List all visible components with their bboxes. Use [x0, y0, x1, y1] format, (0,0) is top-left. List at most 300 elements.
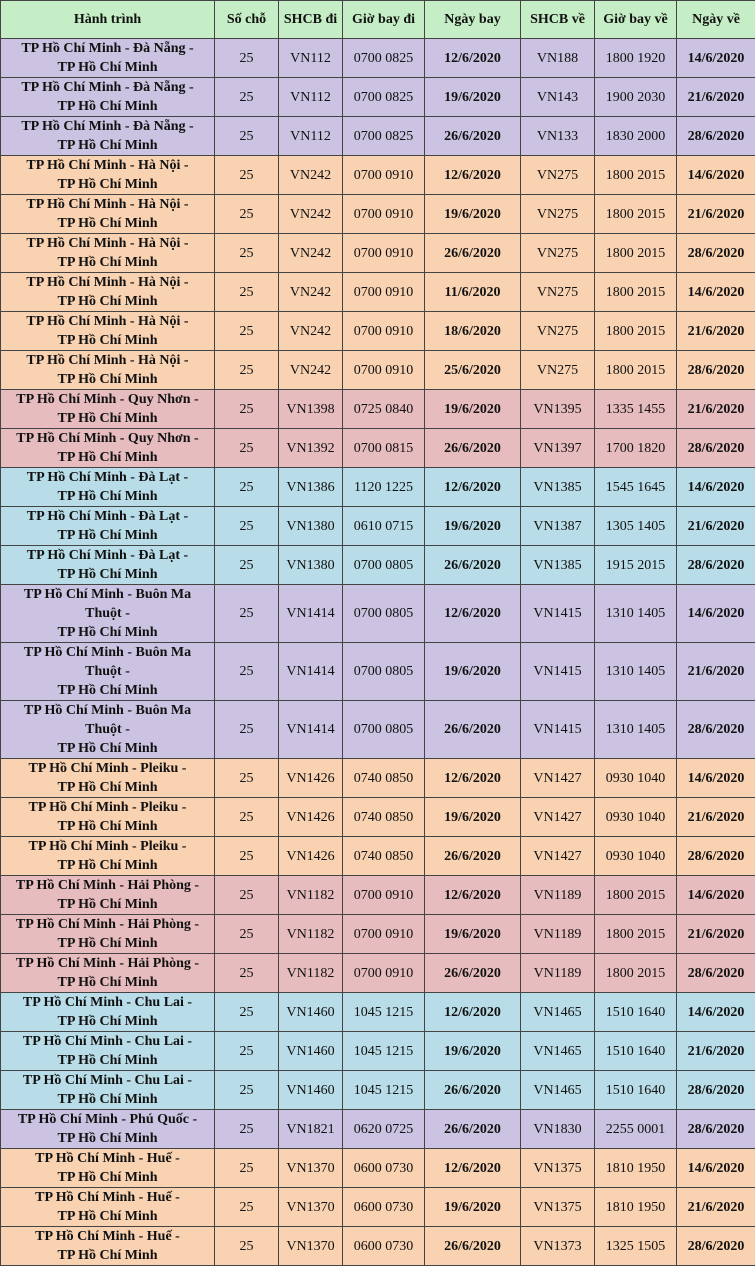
route-line: TP Hồ Chí Minh - Pleiku -	[29, 761, 187, 776]
ret-date-cell: 28/6/2020	[677, 701, 755, 759]
table-row	[1, 1188, 755, 1227]
ret-flight-cell: VN1189	[521, 954, 595, 993]
ret-date-cell: 21/6/2020	[677, 312, 755, 351]
out-time-cell: 1120 1225	[343, 468, 425, 507]
out-flight-cell: VN242	[279, 312, 343, 351]
seats-cell: 25	[215, 701, 279, 759]
ret-flight-cell: VN275	[521, 195, 595, 234]
out-flight-cell: VN1182	[279, 915, 343, 954]
out-flight-cell: VN1414	[279, 643, 343, 701]
route-cell	[1, 759, 215, 798]
ret-flight-cell: VN1427	[521, 798, 595, 837]
seats-cell: 25	[215, 837, 279, 876]
ret-time-cell: 1335 1455	[595, 390, 677, 429]
route-cell	[1, 1149, 215, 1188]
seats-cell: 25	[215, 39, 279, 78]
out-date-cell: 12/6/2020	[425, 759, 521, 798]
out-date-cell: 26/6/2020	[425, 1071, 521, 1110]
ret-time-cell: 1545 1645	[595, 468, 677, 507]
route-line: TP Hồ Chí Minh - Chu Lai -	[23, 1073, 192, 1088]
out-flight-cell: VN1392	[279, 429, 343, 468]
table-row	[1, 701, 755, 759]
route-line: TP Hồ Chí Minh - Đà Nẵng -	[21, 80, 193, 95]
out-time-cell: 1045 1215	[343, 993, 425, 1032]
out-date-cell: 25/6/2020	[425, 351, 521, 390]
ret-time-cell: 1800 2015	[595, 351, 677, 390]
out-flight-cell: VN1380	[279, 507, 343, 546]
ret-time-cell: 1800 2015	[595, 954, 677, 993]
out-flight-cell: VN242	[279, 156, 343, 195]
ret-time-cell: 1915 2015	[595, 546, 677, 585]
table-row	[1, 1227, 755, 1266]
out-flight-cell: VN1426	[279, 759, 343, 798]
table-row	[1, 1149, 755, 1188]
route-line: TP Hồ Chí Minh - Hà Nội -	[26, 314, 188, 329]
ret-date-cell: 21/6/2020	[677, 798, 755, 837]
out-date-cell: 19/6/2020	[425, 1188, 521, 1227]
ret-flight-cell: VN1189	[521, 876, 595, 915]
ret-flight-cell: VN1465	[521, 993, 595, 1032]
route-line: TP Hồ Chí Minh	[58, 1248, 158, 1263]
out-time-cell: 0700 0910	[343, 915, 425, 954]
out-date-cell: 26/6/2020	[425, 546, 521, 585]
route-line: TP Hồ Chí Minh - Huế -	[35, 1229, 180, 1244]
header-route: Hành trình	[1, 1, 215, 39]
out-flight-cell: VN112	[279, 117, 343, 156]
seats-cell: 25	[215, 312, 279, 351]
out-time-cell: 1045 1215	[343, 1032, 425, 1071]
route-line: TP Hồ Chí Minh	[58, 489, 158, 504]
route-line: TP Hồ Chí Minh - Phú Quốc -	[18, 1112, 197, 1127]
seats-cell: 25	[215, 585, 279, 643]
out-flight-cell: VN1821	[279, 1110, 343, 1149]
header-out-date: Ngày bay	[425, 1, 521, 39]
route-cell	[1, 507, 215, 546]
table-row	[1, 234, 755, 273]
out-time-cell: 0600 0730	[343, 1149, 425, 1188]
ret-flight-cell: VN1427	[521, 837, 595, 876]
ret-flight-cell: VN143	[521, 78, 595, 117]
out-flight-cell: VN242	[279, 234, 343, 273]
ret-date-cell: 28/6/2020	[677, 954, 755, 993]
table-row	[1, 876, 755, 915]
ret-flight-cell: VN1397	[521, 429, 595, 468]
out-flight-cell: VN1182	[279, 954, 343, 993]
ret-date-cell: 28/6/2020	[677, 1227, 755, 1266]
out-date-cell: 19/6/2020	[425, 78, 521, 117]
ret-date-cell: 14/6/2020	[677, 1149, 755, 1188]
out-date-cell: 19/6/2020	[425, 643, 521, 701]
route-cell	[1, 351, 215, 390]
ret-date-cell: 28/6/2020	[677, 546, 755, 585]
route-line: TP Hồ Chí Minh	[58, 1053, 158, 1068]
ret-flight-cell: VN1189	[521, 915, 595, 954]
ret-flight-cell: VN275	[521, 273, 595, 312]
seats-cell: 25	[215, 1227, 279, 1266]
ret-time-cell: 1510 1640	[595, 993, 677, 1032]
route-line: TP Hồ Chí Minh	[58, 1014, 158, 1029]
out-date-cell: 12/6/2020	[425, 39, 521, 78]
seats-cell: 25	[215, 1071, 279, 1110]
seats-cell: 25	[215, 1110, 279, 1149]
route-cell	[1, 312, 215, 351]
table-row	[1, 78, 755, 117]
seats-cell: 25	[215, 759, 279, 798]
header-seats: Số chỗ	[215, 1, 279, 39]
out-time-cell: 0700 0825	[343, 39, 425, 78]
ret-time-cell: 1800 2015	[595, 876, 677, 915]
seats-cell: 25	[215, 351, 279, 390]
out-date-cell: 19/6/2020	[425, 1032, 521, 1071]
table-row	[1, 954, 755, 993]
seats-cell: 25	[215, 390, 279, 429]
seats-cell: 25	[215, 156, 279, 195]
route-line: TP Hồ Chí Minh	[58, 372, 158, 387]
out-time-cell: 0610 0715	[343, 507, 425, 546]
route-line: TP Hồ Chí Minh - Hà Nội -	[26, 236, 188, 251]
out-date-cell: 12/6/2020	[425, 993, 521, 1032]
ret-time-cell: 1900 2030	[595, 78, 677, 117]
table-row	[1, 1071, 755, 1110]
ret-time-cell: 0930 1040	[595, 837, 677, 876]
out-flight-cell: VN1380	[279, 546, 343, 585]
route-line: TP Hồ Chí Minh - Huế -	[35, 1190, 180, 1205]
ret-time-cell: 1510 1640	[595, 1032, 677, 1071]
route-cell	[1, 643, 215, 701]
route-line: TP Hồ Chí Minh	[58, 567, 158, 582]
out-date-cell: 11/6/2020	[425, 273, 521, 312]
route-line: TP Hồ Chí Minh	[58, 177, 158, 192]
seats-cell: 25	[215, 954, 279, 993]
out-flight-cell: VN1426	[279, 798, 343, 837]
table-row	[1, 1110, 755, 1149]
route-line: TP Hồ Chí Minh - Hải Phòng -	[16, 956, 199, 971]
table-row	[1, 468, 755, 507]
ret-date-cell: 21/6/2020	[677, 1188, 755, 1227]
route-line: TP Hồ Chí Minh - Hà Nội -	[26, 275, 188, 290]
ret-time-cell: 2255 0001	[595, 1110, 677, 1149]
ret-time-cell: 1810 1950	[595, 1149, 677, 1188]
out-date-cell: 26/6/2020	[425, 429, 521, 468]
route-cell	[1, 876, 215, 915]
seats-cell: 25	[215, 915, 279, 954]
out-date-cell: 26/6/2020	[425, 954, 521, 993]
out-time-cell: 0700 0805	[343, 585, 425, 643]
ret-time-cell: 1800 2015	[595, 312, 677, 351]
ret-time-cell: 1830 2000	[595, 117, 677, 156]
route-cell	[1, 390, 215, 429]
table-row	[1, 117, 755, 156]
table-row	[1, 1032, 755, 1071]
out-date-cell: 12/6/2020	[425, 1149, 521, 1188]
ret-date-cell: 14/6/2020	[677, 156, 755, 195]
ret-time-cell: 1510 1640	[595, 1071, 677, 1110]
ret-flight-cell: VN1465	[521, 1032, 595, 1071]
route-cell	[1, 234, 215, 273]
ret-flight-cell: VN275	[521, 351, 595, 390]
route-cell	[1, 1032, 215, 1071]
ret-flight-cell: VN1415	[521, 643, 595, 701]
route-cell	[1, 837, 215, 876]
out-date-cell: 26/6/2020	[425, 701, 521, 759]
ret-date-cell: 21/6/2020	[677, 507, 755, 546]
ret-date-cell: 28/6/2020	[677, 117, 755, 156]
out-date-cell: 26/6/2020	[425, 117, 521, 156]
route-cell	[1, 798, 215, 837]
ret-time-cell: 0930 1040	[595, 759, 677, 798]
route-line: TP Hồ Chí Minh - Buôn Ma	[24, 703, 191, 718]
table-row	[1, 312, 755, 351]
out-date-cell: 26/6/2020	[425, 837, 521, 876]
route-line: TP Hồ Chí Minh - Quy Nhơn -	[16, 431, 198, 446]
ret-date-cell: 14/6/2020	[677, 39, 755, 78]
table-row	[1, 273, 755, 312]
out-flight-cell: VN1426	[279, 837, 343, 876]
route-line: TP Hồ Chí Minh - Pleiku -	[29, 839, 187, 854]
route-cell	[1, 1110, 215, 1149]
out-date-cell: 12/6/2020	[425, 468, 521, 507]
out-time-cell: 0700 0805	[343, 643, 425, 701]
table-row	[1, 507, 755, 546]
seats-cell: 25	[215, 429, 279, 468]
out-date-cell: 12/6/2020	[425, 156, 521, 195]
route-line: TP Hồ Chí Minh	[58, 255, 158, 270]
out-time-cell: 0700 0910	[343, 876, 425, 915]
route-line: TP Hồ Chí Minh	[58, 333, 158, 348]
out-time-cell: 0725 0840	[343, 390, 425, 429]
ret-date-cell: 21/6/2020	[677, 643, 755, 701]
out-time-cell: 0700 0805	[343, 701, 425, 759]
route-cell	[1, 117, 215, 156]
ret-flight-cell: VN275	[521, 312, 595, 351]
route-line: Thuột -	[85, 606, 130, 621]
route-line: TP Hồ Chí Minh - Hà Nội -	[26, 197, 188, 212]
out-time-cell: 0700 0910	[343, 312, 425, 351]
ret-flight-cell: VN1385	[521, 468, 595, 507]
out-time-cell: 0700 0910	[343, 195, 425, 234]
route-cell	[1, 468, 215, 507]
route-line: Thuột -	[85, 722, 130, 737]
route-line: TP Hồ Chí Minh	[58, 216, 158, 231]
route-line: TP Hồ Chí Minh - Đà Lạt -	[27, 548, 188, 563]
route-line: TP Hồ Chí Minh	[58, 99, 158, 114]
ret-time-cell: 1800 2015	[595, 234, 677, 273]
seats-cell: 25	[215, 643, 279, 701]
ret-date-cell: 21/6/2020	[677, 1032, 755, 1071]
seats-cell: 25	[215, 993, 279, 1032]
out-flight-cell: VN242	[279, 273, 343, 312]
route-line: TP Hồ Chí Minh	[58, 858, 158, 873]
header-ret-time: Giờ bay về	[595, 1, 677, 39]
out-flight-cell: VN1398	[279, 390, 343, 429]
ret-time-cell: 0930 1040	[595, 798, 677, 837]
out-time-cell: 1045 1215	[343, 1071, 425, 1110]
out-time-cell: 0740 0850	[343, 837, 425, 876]
seats-cell: 25	[215, 1149, 279, 1188]
table-header-row	[1, 1, 755, 39]
out-flight-cell: VN1182	[279, 876, 343, 915]
route-line: TP Hồ Chí Minh	[58, 625, 158, 640]
route-cell	[1, 78, 215, 117]
route-line: TP Hồ Chí Minh - Đà Lạt -	[27, 509, 188, 524]
out-flight-cell: VN1414	[279, 585, 343, 643]
ret-flight-cell: VN1427	[521, 759, 595, 798]
ret-date-cell: 14/6/2020	[677, 993, 755, 1032]
out-time-cell: 0700 0910	[343, 156, 425, 195]
seats-cell: 25	[215, 798, 279, 837]
table-row	[1, 759, 755, 798]
ret-time-cell: 1305 1405	[595, 507, 677, 546]
table-row	[1, 39, 755, 78]
route-cell	[1, 915, 215, 954]
ret-flight-cell: VN1465	[521, 1071, 595, 1110]
route-cell	[1, 546, 215, 585]
out-date-cell: 19/6/2020	[425, 390, 521, 429]
seats-cell: 25	[215, 78, 279, 117]
route-line: TP Hồ Chí Minh - Hải Phòng -	[16, 917, 199, 932]
ret-date-cell: 28/6/2020	[677, 234, 755, 273]
route-cell	[1, 993, 215, 1032]
out-date-cell: 19/6/2020	[425, 507, 521, 546]
ret-flight-cell: VN1375	[521, 1188, 595, 1227]
route-cell	[1, 701, 215, 759]
route-cell	[1, 273, 215, 312]
ret-flight-cell: VN1415	[521, 585, 595, 643]
table-row	[1, 390, 755, 429]
seats-cell: 25	[215, 876, 279, 915]
table-row	[1, 585, 755, 643]
ret-flight-cell: VN1373	[521, 1227, 595, 1266]
ret-flight-cell: VN1385	[521, 546, 595, 585]
route-line: TP Hồ Chí Minh - Hải Phòng -	[16, 878, 199, 893]
out-date-cell: 12/6/2020	[425, 876, 521, 915]
out-time-cell: 0700 0910	[343, 954, 425, 993]
route-line: TP Hồ Chí Minh - Chu Lai -	[23, 1034, 192, 1049]
ret-date-cell: 21/6/2020	[677, 78, 755, 117]
out-time-cell: 0700 0815	[343, 429, 425, 468]
out-flight-cell: VN1370	[279, 1188, 343, 1227]
ret-flight-cell: VN1415	[521, 701, 595, 759]
out-flight-cell: VN242	[279, 195, 343, 234]
out-time-cell: 0620 0725	[343, 1110, 425, 1149]
route-line: TP Hồ Chí Minh - Đà Nẵng -	[21, 119, 193, 134]
ret-time-cell: 1800 2015	[595, 273, 677, 312]
route-cell	[1, 156, 215, 195]
out-time-cell: 0600 0730	[343, 1227, 425, 1266]
ret-date-cell: 14/6/2020	[677, 273, 755, 312]
out-time-cell: 0700 0910	[343, 234, 425, 273]
ret-flight-cell: VN1830	[521, 1110, 595, 1149]
table-row	[1, 195, 755, 234]
route-line: TP Hồ Chí Minh	[58, 936, 158, 951]
out-date-cell: 18/6/2020	[425, 312, 521, 351]
route-cell	[1, 585, 215, 643]
ret-date-cell: 28/6/2020	[677, 429, 755, 468]
ret-flight-cell: VN275	[521, 234, 595, 273]
seats-cell: 25	[215, 468, 279, 507]
out-date-cell: 19/6/2020	[425, 195, 521, 234]
ret-time-cell: 1800 2015	[595, 156, 677, 195]
route-line: TP Hồ Chí Minh - Pleiku -	[29, 800, 187, 815]
route-line: TP Hồ Chí Minh	[58, 528, 158, 543]
table-body	[1, 39, 755, 1266]
ret-date-cell: 28/6/2020	[677, 837, 755, 876]
route-line: TP Hồ Chí Minh - Hà Nội -	[26, 353, 188, 368]
route-line: TP Hồ Chí Minh	[58, 683, 158, 698]
out-time-cell: 0700 0910	[343, 273, 425, 312]
route-cell	[1, 954, 215, 993]
out-time-cell: 0740 0850	[343, 759, 425, 798]
header-out-flight: SHCB đi	[279, 1, 343, 39]
ret-date-cell: 21/6/2020	[677, 195, 755, 234]
route-cell	[1, 195, 215, 234]
route-cell	[1, 1227, 215, 1266]
ret-date-cell: 21/6/2020	[677, 915, 755, 954]
ret-date-cell: 14/6/2020	[677, 468, 755, 507]
out-date-cell: 19/6/2020	[425, 798, 521, 837]
seats-cell: 25	[215, 195, 279, 234]
ret-date-cell: 14/6/2020	[677, 876, 755, 915]
out-time-cell: 0700 0825	[343, 78, 425, 117]
ret-flight-cell: VN1375	[521, 1149, 595, 1188]
table-row	[1, 351, 755, 390]
ret-date-cell: 28/6/2020	[677, 351, 755, 390]
route-line: TP Hồ Chí Minh	[58, 450, 158, 465]
seats-cell: 25	[215, 507, 279, 546]
route-line: TP Hồ Chí Minh	[58, 411, 158, 426]
table-row	[1, 643, 755, 701]
out-time-cell: 0700 0805	[343, 546, 425, 585]
table-row	[1, 798, 755, 837]
ret-time-cell: 1800 2015	[595, 195, 677, 234]
ret-date-cell: 28/6/2020	[677, 1110, 755, 1149]
route-line: TP Hồ Chí Minh - Đà Nẵng -	[21, 41, 193, 56]
out-flight-cell: VN1386	[279, 468, 343, 507]
header-ret-date: Ngày về	[677, 1, 755, 39]
ret-time-cell: 1325 1505	[595, 1227, 677, 1266]
ret-flight-cell: VN188	[521, 39, 595, 78]
route-line: TP Hồ Chí Minh - Đà Lạt -	[27, 470, 188, 485]
table-row	[1, 429, 755, 468]
route-line: TP Hồ Chí Minh	[58, 1170, 158, 1185]
ret-time-cell: 1310 1405	[595, 643, 677, 701]
route-cell	[1, 1071, 215, 1110]
table-row	[1, 156, 755, 195]
route-line: TP Hồ Chí Minh	[58, 780, 158, 795]
out-time-cell: 0700 0910	[343, 351, 425, 390]
ret-date-cell: 14/6/2020	[677, 585, 755, 643]
out-date-cell: 26/6/2020	[425, 1227, 521, 1266]
out-time-cell: 0740 0850	[343, 798, 425, 837]
ret-time-cell: 1310 1405	[595, 585, 677, 643]
table-row	[1, 546, 755, 585]
route-line: TP Hồ Chí Minh	[58, 741, 158, 756]
seats-cell: 25	[215, 117, 279, 156]
out-date-cell: 12/6/2020	[425, 585, 521, 643]
out-flight-cell: VN1460	[279, 993, 343, 1032]
route-line: TP Hồ Chí Minh	[58, 1131, 158, 1146]
ret-date-cell: 28/6/2020	[677, 1071, 755, 1110]
route-line: TP Hồ Chí Minh - Buôn Ma	[24, 645, 191, 660]
route-line: TP Hồ Chí Minh - Chu Lai -	[23, 995, 192, 1010]
route-line: TP Hồ Chí Minh - Buôn Ma	[24, 587, 191, 602]
ret-time-cell: 1810 1950	[595, 1188, 677, 1227]
seats-cell: 25	[215, 1188, 279, 1227]
seats-cell: 25	[215, 273, 279, 312]
out-date-cell: 19/6/2020	[425, 915, 521, 954]
out-date-cell: 26/6/2020	[425, 1110, 521, 1149]
out-flight-cell: VN112	[279, 39, 343, 78]
